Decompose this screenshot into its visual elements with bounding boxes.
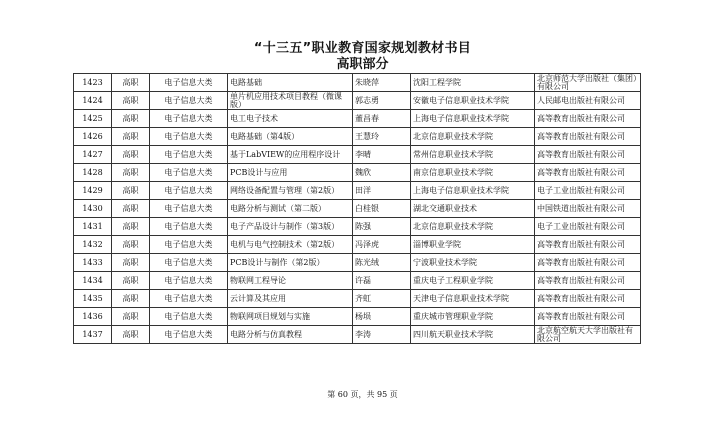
table-row — [74, 200, 641, 218]
table-row — [74, 308, 641, 326]
textbook-name-cell: 电工电子技术 — [228, 110, 353, 128]
author-name-cell: 李涛 — [353, 326, 411, 344]
table-row — [74, 290, 641, 308]
subject-category-cell: 电子信息大类 — [150, 290, 228, 308]
table-row — [74, 128, 641, 146]
publisher-name-cell: 高等教育出版社有限公司 — [535, 128, 641, 146]
publisher-name-cell: 电子工业出版社有限公司 — [535, 182, 641, 200]
subject-category-cell: 电子信息大类 — [150, 182, 228, 200]
subject-category-cell: 电子信息大类 — [150, 308, 228, 326]
publisher-name-cell: 高等教育出版社有限公司 — [535, 164, 641, 182]
education-level-cell: 高职 — [112, 290, 150, 308]
school-name-cell: 重庆城市管理职业学院 — [411, 308, 535, 326]
textbook-name-cell: 电路基础 — [228, 74, 353, 92]
subject-category-cell: 电子信息大类 — [150, 74, 228, 92]
table-row — [74, 236, 641, 254]
textbook-name-cell: 云计算及其应用 — [228, 290, 353, 308]
education-level-cell: 高职 — [112, 110, 150, 128]
publisher-name-cell: 高等教育出版社有限公司 — [535, 110, 641, 128]
row-number-cell: 1434 — [74, 272, 112, 290]
author-name-cell: 陈光绒 — [353, 254, 411, 272]
textbook-name-cell: 基于LabVIEW的应用程序设计 — [228, 146, 353, 164]
school-name-cell: 沈阳工程学院 — [411, 74, 535, 92]
author-name-cell: 冯泽虎 — [353, 236, 411, 254]
textbook-name-cell: 电路基础（第4版） — [228, 128, 353, 146]
education-level-cell: 高职 — [112, 308, 150, 326]
school-name-cell: 重庆电子工程职业学院 — [411, 272, 535, 290]
school-name-cell: 北京信息职业技术学院 — [411, 218, 535, 236]
education-level-cell: 高职 — [112, 74, 150, 92]
table-row — [74, 74, 641, 92]
subject-category-cell: 电子信息大类 — [150, 236, 228, 254]
school-name-cell: 宁波职业技术学院 — [411, 254, 535, 272]
row-number-cell: 1425 — [74, 110, 112, 128]
author-name-cell: 朱晓萍 — [353, 74, 411, 92]
publisher-name-cell: 高等教育出版社有限公司 — [535, 146, 641, 164]
subject-category-cell: 电子信息大类 — [150, 326, 228, 344]
subject-category-cell: 电子信息大类 — [150, 110, 228, 128]
table-row — [74, 92, 641, 110]
school-name-cell: 天津电子信息职业技术学院 — [411, 290, 535, 308]
education-level-cell: 高职 — [112, 92, 150, 110]
author-name-cell: 王慧玲 — [353, 128, 411, 146]
publisher-name-cell: 人民邮电出版社有限公司 — [535, 92, 641, 110]
row-number-cell: 1426 — [74, 128, 112, 146]
table-row — [74, 254, 641, 272]
publisher-name-cell: 高等教育出版社有限公司 — [535, 290, 641, 308]
row-number-cell: 1433 — [74, 254, 112, 272]
textbook-name-cell: 电机与电气控制技术（第2版） — [228, 236, 353, 254]
textbook-catalog-table — [73, 73, 641, 344]
author-name-cell: 杨埙 — [353, 308, 411, 326]
row-number-cell: 1427 — [74, 146, 112, 164]
table-body — [74, 74, 641, 344]
author-name-cell: 陈强 — [353, 218, 411, 236]
subject-category-cell: 电子信息大类 — [150, 200, 228, 218]
subject-category-cell: 电子信息大类 — [150, 92, 228, 110]
author-name-cell: 田洋 — [353, 182, 411, 200]
row-number-cell: 1430 — [74, 200, 112, 218]
row-number-cell: 1436 — [74, 308, 112, 326]
school-name-cell: 南京信息职业技术学院 — [411, 164, 535, 182]
school-name-cell: 上海电子信息职业技术学院 — [411, 110, 535, 128]
textbook-name-cell: 网络设备配置与管理（第2版） — [228, 182, 353, 200]
author-name-cell: 魏欣 — [353, 164, 411, 182]
page-footer: 第 60 页，共 95 页 — [327, 390, 398, 399]
school-name-cell: 淄博职业学院 — [411, 236, 535, 254]
education-level-cell: 高职 — [112, 326, 150, 344]
school-name-cell: 上海电子信息职业技术学院 — [411, 182, 535, 200]
row-number-cell: 1424 — [74, 92, 112, 110]
school-name-cell: 安徽电子信息职业技术学院 — [411, 92, 535, 110]
author-name-cell: 许磊 — [353, 272, 411, 290]
school-name-cell: 常州信息职业技术学院 — [411, 146, 535, 164]
publisher-name-cell: 高等教育出版社有限公司 — [535, 254, 641, 272]
textbook-name-cell: 物联网工程导论 — [228, 272, 353, 290]
table-row — [74, 218, 641, 236]
author-name-cell: 郭志勇 — [353, 92, 411, 110]
education-level-cell: 高职 — [112, 200, 150, 218]
textbook-name-cell: PCB设计与应用 — [228, 164, 353, 182]
school-name-cell: 湖北交通职业技术 — [411, 200, 535, 218]
publisher-name-cell: 高等教育出版社有限公司 — [535, 236, 641, 254]
textbook-name-cell: 电路分析与测试（第二版） — [228, 200, 353, 218]
document-subtitle: 高职部分 — [336, 57, 389, 72]
textbook-name-cell: 电路分析与仿真教程 — [228, 326, 353, 344]
table-row — [74, 182, 641, 200]
publisher-name-cell: 高等教育出版社有限公司 — [535, 308, 641, 326]
publisher-name-cell: 北京航空航天大学出版社有限公司 — [535, 326, 641, 344]
table-row — [74, 272, 641, 290]
publisher-name-cell: 电子工业出版社有限公司 — [535, 218, 641, 236]
document-title: “十三五”职业教育国家规划教材书目 — [253, 41, 472, 56]
author-name-cell: 齐虹 — [353, 290, 411, 308]
publisher-name-cell: 高等教育出版社有限公司 — [535, 272, 641, 290]
subject-category-cell: 电子信息大类 — [150, 272, 228, 290]
table-row — [74, 110, 641, 128]
row-number-cell: 1428 — [74, 164, 112, 182]
textbook-name-cell: 单片机应用技术项目教程（微课版） — [228, 92, 353, 110]
author-name-cell: 白桂银 — [353, 200, 411, 218]
education-level-cell: 高职 — [112, 128, 150, 146]
textbook-name-cell: 电子产品设计与制作（第3版） — [228, 218, 353, 236]
row-number-cell: 1423 — [74, 74, 112, 92]
subject-category-cell: 电子信息大类 — [150, 146, 228, 164]
table-row — [74, 164, 641, 182]
subject-category-cell: 电子信息大类 — [150, 164, 228, 182]
school-name-cell: 北京信息职业技术学院 — [411, 128, 535, 146]
subject-category-cell: 电子信息大类 — [150, 218, 228, 236]
row-number-cell: 1429 — [74, 182, 112, 200]
row-number-cell: 1437 — [74, 326, 112, 344]
education-level-cell: 高职 — [112, 146, 150, 164]
publisher-name-cell: 北京师范大学出版社（集团）有限公司 — [535, 74, 641, 92]
textbook-name-cell: 物联网项目规划与实施 — [228, 308, 353, 326]
education-level-cell: 高职 — [112, 272, 150, 290]
publisher-name-cell: 中国铁道出版社有限公司 — [535, 200, 641, 218]
subject-category-cell: 电子信息大类 — [150, 128, 228, 146]
table-row — [74, 146, 641, 164]
textbook-name-cell: PCB设计与制作（第2版） — [228, 254, 353, 272]
education-level-cell: 高职 — [112, 182, 150, 200]
subject-category-cell: 电子信息大类 — [150, 254, 228, 272]
row-number-cell: 1435 — [74, 290, 112, 308]
author-name-cell: 李晴 — [353, 146, 411, 164]
table-row — [74, 326, 641, 344]
author-name-cell: 董昌春 — [353, 110, 411, 128]
education-level-cell: 高职 — [112, 218, 150, 236]
education-level-cell: 高职 — [112, 164, 150, 182]
education-level-cell: 高职 — [112, 236, 150, 254]
education-level-cell: 高职 — [112, 254, 150, 272]
row-number-cell: 1431 — [74, 218, 112, 236]
row-number-cell: 1432 — [74, 236, 112, 254]
school-name-cell: 四川航天职业技术学院 — [411, 326, 535, 344]
